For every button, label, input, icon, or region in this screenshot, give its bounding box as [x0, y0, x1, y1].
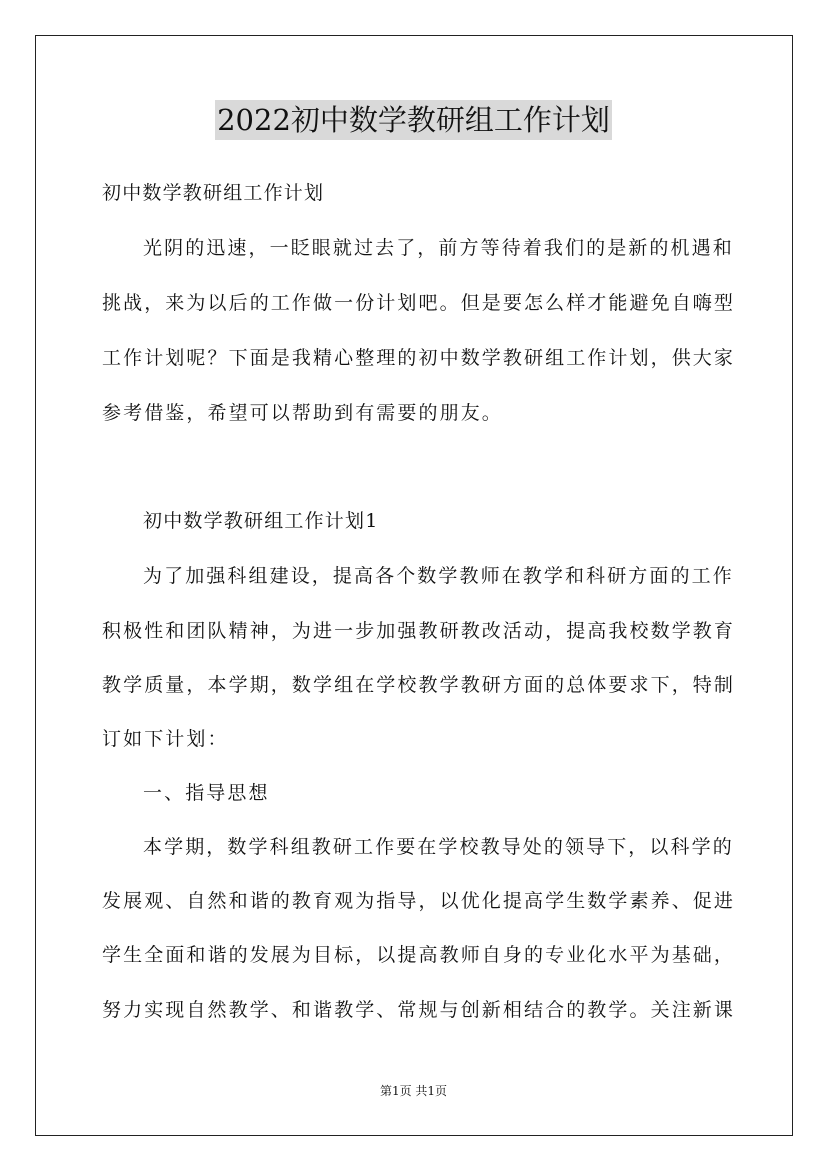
paragraph-line: 积极性和团队精神，为进一步加强教研教改活动，提高我校数学教育	[102, 620, 736, 642]
intro-line: 光阴的迅速，一眨眼就过去了，前方等待着我们的是新的机遇和	[143, 237, 734, 259]
paragraph-line: 订如下计划：	[102, 728, 229, 750]
paragraph-line: 本学期，数学科组教研工作要在学校教导处的领导下，以科学的	[143, 836, 734, 858]
intro-line: 挑战，来为以后的工作做一份计划吧。但是要怎么样才能避免自嗨型	[102, 292, 736, 314]
paragraph-line: 学生全面和谐的发展为目标，以提高教师自身的专业化水平为基础，	[102, 944, 736, 966]
section-title: 初中数学教研组工作计划1	[143, 510, 379, 532]
section-heading: 一、指导思想	[143, 782, 270, 804]
intro-line: 工作计划呢？下面是我精心整理的初中数学教研组工作计划，供大家	[102, 347, 736, 369]
paragraph-line: 为了加强科组建设，提高各个数学教师在教学和科研方面的工作	[143, 565, 734, 587]
paragraph-line: 发展观、自然和谐的教育观为指导，以优化提高学生数学素养、促进	[102, 890, 736, 912]
paragraph-line: 教学质量，本学期，数学组在学校教学教研方面的总体要求下，特制	[102, 674, 736, 696]
page-footer: 第1页 共1页	[379, 1084, 448, 1098]
paragraph-line: 努力实现自然教学、和谐教学、常规与创新相结合的教学。关注新课	[102, 999, 736, 1021]
title-container	[0, 100, 827, 140]
document-title: 2022初中数学教研组工作计划	[215, 100, 612, 140]
intro-line: 参考借鉴，希望可以帮助到有需要的朋友。	[102, 402, 503, 424]
document-subtitle: 初中数学教研组工作计划	[102, 182, 325, 204]
